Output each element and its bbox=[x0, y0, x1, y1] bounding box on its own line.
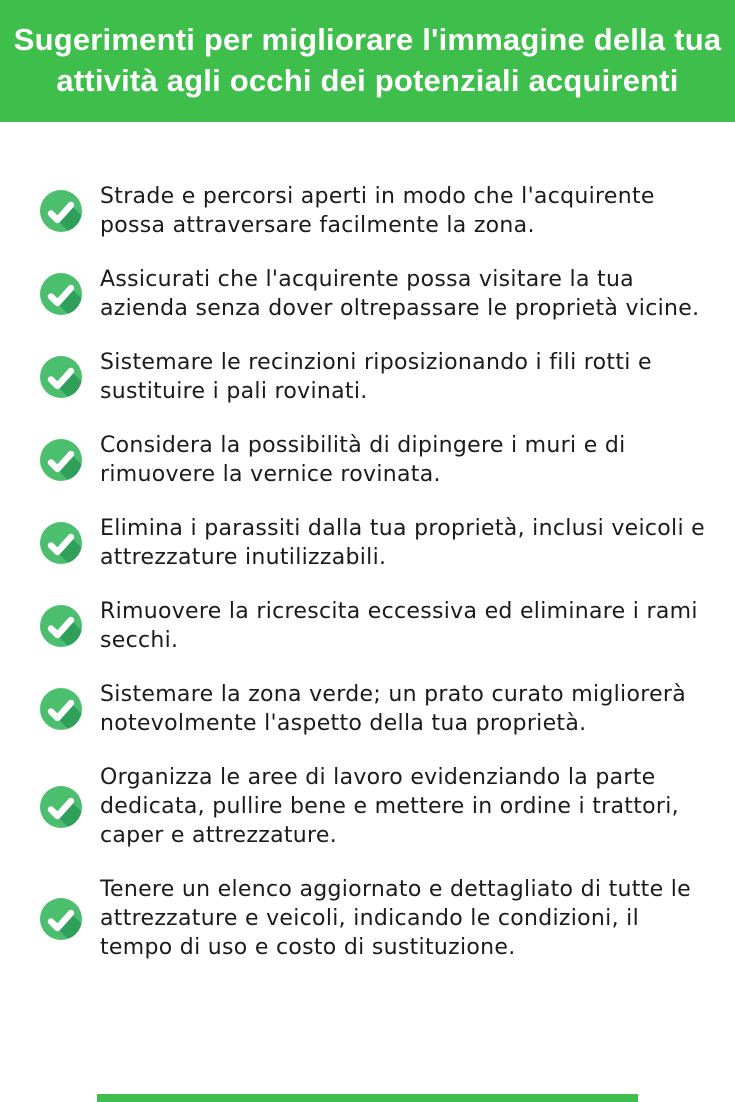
page-title: Sugerimenti per migliorare l'immagine della tua attività agli occhi dei potenziali acquirenti bbox=[13, 22, 722, 98]
check-circle-icon bbox=[39, 604, 83, 648]
checklist-item bbox=[39, 680, 711, 738]
header-banner bbox=[0, 0, 735, 122]
checklist-item-text: Assicurati che l'acquirente possa visitare la tua azienda senza dover oltrepassare le proprietà vicine. bbox=[100, 267, 700, 321]
check-circle-icon bbox=[39, 785, 83, 829]
check-circle-icon bbox=[39, 438, 83, 482]
checklist-item bbox=[39, 348, 711, 406]
checklist-item-text: Organizza le aree di lavoro evidenziando la parte dedicata, pullire bene e mettere in ordine i trattori, caper e attrezzature. bbox=[100, 765, 679, 848]
checklist-item bbox=[39, 265, 711, 323]
checklist-item-text: Sistemare le recinzioni riposizionando i fili rotti e sustituire i pali rovinati. bbox=[100, 350, 652, 404]
checklist-item bbox=[39, 514, 711, 572]
check-circle-icon bbox=[39, 355, 83, 399]
checklist-item bbox=[39, 763, 711, 850]
check-circle-icon bbox=[39, 687, 83, 731]
check-circle-icon bbox=[39, 521, 83, 565]
checklist-item-text: Considera la possibilità di dipingere i muri e di rimuovere la vernice rovinata. bbox=[100, 433, 626, 487]
checklist-item-text: Rimuovere la ricrescita eccessiva ed eliminare i rami secchi. bbox=[100, 599, 698, 653]
checklist-item-text: Sistemare la zona verde; un prato curato migliorerà notevolmente l'aspetto della tua proprietà. bbox=[100, 682, 687, 736]
footer-accent-bar bbox=[97, 1094, 638, 1102]
checklist bbox=[0, 122, 735, 962]
check-circle-icon bbox=[39, 272, 83, 316]
checklist-item bbox=[39, 431, 711, 489]
checklist-item bbox=[39, 597, 711, 655]
check-circle-icon bbox=[39, 897, 83, 941]
checklist-item-text: Elimina i parassiti dalla tua proprietà, inclusi veicoli e attrezzature inutilizzabili. bbox=[100, 516, 706, 570]
checklist-item bbox=[39, 875, 711, 962]
checklist-item-text: Tenere un elenco aggiornato e dettagliato di tutte le attrezzature e veicoli, indicando le condizioni, il tempo di uso e costo di sustituzione. bbox=[100, 877, 691, 960]
check-circle-icon bbox=[39, 189, 83, 233]
checklist-item bbox=[39, 182, 711, 240]
checklist-item-text: Strade e percorsi aperti in modo che l'acquirente possa attraversare facilmente la zona. bbox=[100, 184, 655, 238]
